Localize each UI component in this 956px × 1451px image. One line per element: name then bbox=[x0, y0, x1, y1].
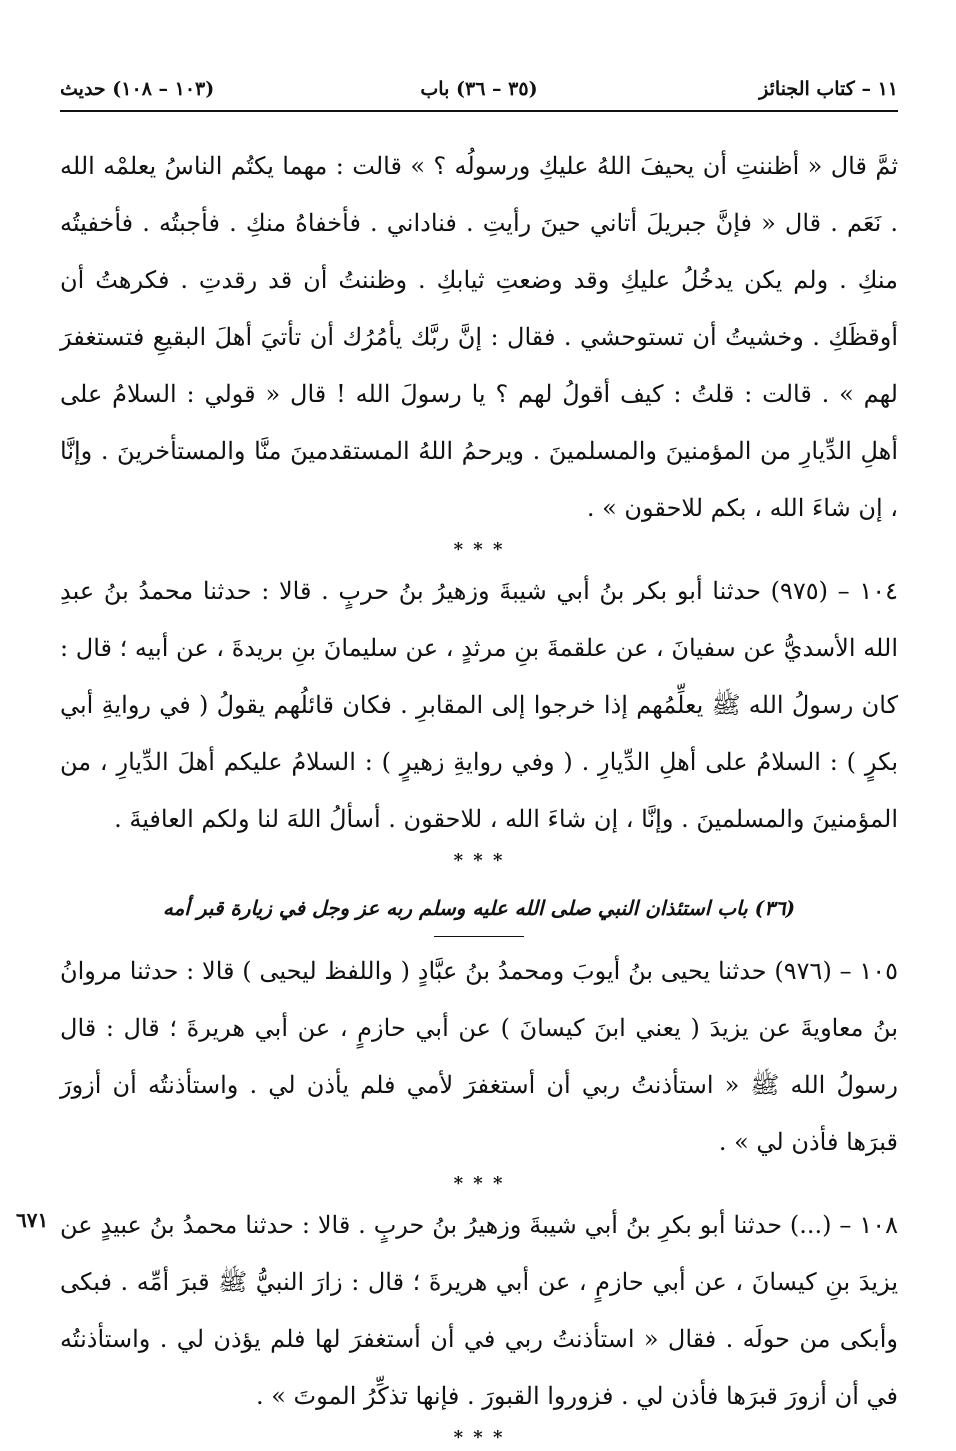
separator-stars: * * * bbox=[453, 539, 505, 560]
page-body bbox=[60, 138, 898, 1451]
paragraph-hadith-108: ١٠٨ – (...) حدثنا أبو بكرِ بنُ أبي شيبةَ وزهيرُ بنُ حربٍ . قالا : حدثنا محمدُ بنُ عبيدٍ عن يزيدَ بنِ كيسانَ ، عن أبي حازمٍ ، عن أبي هريرةَ ؛ قال : زارَ النبيُّ ﷺ قبرَ أمِّه . فبكى وأبكى من حولَه . فقال « استأذنتُ ربي في أن أستغفرَ لها فلم يؤذن لي . واستأذنتُه في أن أزورَ قبرَها فأذن لي . فزوروا القبورَ . فإنها تذكِّرُ الموتَ » . bbox=[60, 1211, 898, 1410]
separator-stars: * * * bbox=[453, 1173, 505, 1194]
separator-stars: * * * bbox=[453, 850, 505, 871]
separator-stars: * * * bbox=[453, 1427, 505, 1448]
paragraph-hadith-105: ١٠٥ – (٩٧٦) حدثنا يحيى بنُ أيوبَ ومحمدُ بنُ عبَّادٍ ( واللفظ ليحيى ) قالا : حدثنا مروانُ بنُ معاويةَ عن يزيدَ ( يعني ابنَ كيسانَ ) عن أبي حازمٍ ، عن أبي هريرةَ ؛ قال : قال رسولُ الله ﷺ « استأذنتُ ربي أن أستغفرَ لأمي فلم يأذن لي . واستأذنتُه أن أزورَ قبرَها فأذن لي » . bbox=[60, 957, 898, 1156]
chapter-divider bbox=[434, 936, 524, 937]
paragraph-1: ثمَّ قال « أظننتِ أن يحيفَ اللهُ عليكِ ورسولُه ؟ » قالت : مهما يكتُم الناسُ يعلمْه الله . نَعَم . قال « فإنَّ جبريلَ أتاني حينَ رأيتِ . فناداني . فأخفاهُ منكِ . فأجبتُه . فأخفيتُه منكِ . ولم يكن يدخُلُ عليكِ وقد وضعتِ ثيابكِ . وظننتُ أن قد رقدتِ . فكرهتُ أن أوقظَكِ . وخشيتُ أن تستوحشي . فقال : إنَّ ربَّك يأمُرُك أن تأتيَ أهلَ البقيعِ فتستغفرَ لهم » . قالت : قلتُ : كيف أقولُ لهم ؟ يا رسولَ الله ! قال « قولي : السلامُ على أهلِ الدِّيارِ من المؤمنينَ والمسلمينَ . ويرحمُ اللهُ المستقدمينَ منَّا والمستأخرينَ . وإنَّا ، إن شاءَ الله ، بكم للاحقون » . bbox=[60, 152, 898, 522]
running-header bbox=[60, 70, 898, 112]
paragraph-hadith-104: ١٠٤ – (٩٧٥) حدثنا أبو بكر بنُ أبي شيبةَ وزهيرُ بنُ حربٍ . قالا : حدثنا محمدُ بنُ عبدِ الله الأسديُّ عن سفيانَ ، عن علقمةَ بنِ مرثدٍ ، عن سليمانَ بنِ بريدةَ ، عن أبيه ؛ قال : كان رسولُ الله ﷺ يعلِّمُهم إذا خرجوا إلى المقابرِ . فكان قائلُهم يقولُ ( في روايةِ أبي بكرٍ ) : السلامُ على أهلِ الدِّيارِ . ( وفي روايةِ زهيرٍ ) : السلامُ عليكم أهلَ الدِّيارِ ، من المؤمنينَ والمسلمينَ . وإنَّا ، إن شاءَ الله ، للاحقون . أسألُ اللهَ لنا ولكم العافيةَ . bbox=[60, 577, 898, 833]
header-hadith-range: (١٠٣ – ١٠٨) حديث bbox=[60, 78, 215, 100]
header-bab-range: (٣٥ – ٣٦) باب bbox=[420, 78, 538, 100]
book-page bbox=[60, 70, 898, 1448]
page-number: ٦٧١ bbox=[16, 1208, 49, 1232]
header-book-title: ١١ – كتاب الجنائز bbox=[759, 78, 898, 100]
chapter-title: (٣٦) باب استئذان النبي صلى الله عليه وسلم ربه عز وجل في زيارة قبر أمه bbox=[162, 896, 796, 920]
